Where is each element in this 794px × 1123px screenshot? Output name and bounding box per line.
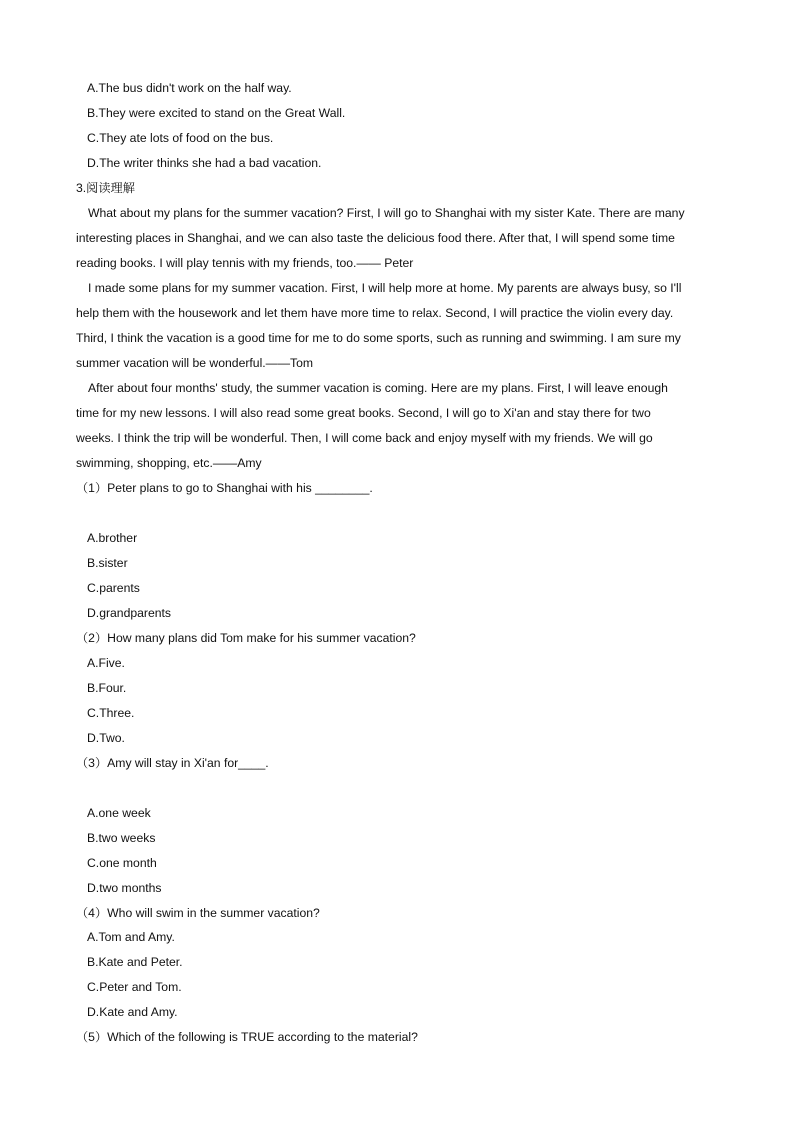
question-number: （2） xyxy=(76,631,108,645)
q2-option-d: D.Two. xyxy=(87,731,125,745)
question-4 xyxy=(76,905,320,921)
prev-option-a: A.The bus didn't work on the half way. xyxy=(87,81,292,95)
prev-option-b: B.They were excited to stand on the Great Wall. xyxy=(87,106,346,120)
answer-blank: ____ xyxy=(238,756,266,770)
q2-option-a: A.Five. xyxy=(87,656,125,670)
prev-option-d: D.The writer thinks she had a bad vacation. xyxy=(87,156,322,170)
question-2 xyxy=(76,630,416,646)
section-title: 3.阅读理解 xyxy=(76,181,135,195)
passage-peter-line-1: What about my plans for the summer vacation? First, I will go to Shanghai with my sister Kate. There are many xyxy=(88,206,685,220)
passage-tom-line-3: Third, I think the vacation is a good time for me to do some sports, such as running and swimming. I am sure my xyxy=(76,331,681,345)
question-stem: Who will swim in the summer vacation? xyxy=(107,906,320,920)
passage-amy-line-1: After about four months' study, the summer vacation is coming. Here are my plans. First, I will leave enough xyxy=(88,381,668,395)
q3-option-c: C.one month xyxy=(87,856,157,870)
passage-peter-line-3: reading books. I will play tennis with my friends, too.—— Peter xyxy=(76,256,414,270)
q1-option-b: B.sister xyxy=(87,556,128,570)
q2-option-c: C.Three. xyxy=(87,706,135,720)
q1-option-c: C.parents xyxy=(87,581,140,595)
question-number: （3） xyxy=(76,756,108,770)
q4-option-d: D.Kate and Amy. xyxy=(87,1005,178,1019)
question-tail: . xyxy=(369,481,373,495)
q4-option-b: B.Kate and Peter. xyxy=(87,955,183,969)
question-stem: Peter plans to go to Shanghai with his xyxy=(107,481,312,495)
question-stem: Which of the following is TRUE according to the material? xyxy=(107,1030,418,1044)
q2-option-b: B.Four. xyxy=(87,681,127,695)
q4-option-c: C.Peter and Tom. xyxy=(87,980,182,994)
question-number: （5） xyxy=(76,1030,108,1044)
passage-tom-line-4: summer vacation will be wonderful.——Tom xyxy=(76,356,314,370)
q4-option-a: A.Tom and Amy. xyxy=(87,930,175,944)
q1-option-a: A.brother xyxy=(87,531,138,545)
question-stem: Amy will stay in Xi'an for xyxy=(107,756,239,770)
passage-amy-line-2: time for my new lessons. I will also read some great books. Second, I will go to Xi'an and stay there for two xyxy=(76,406,651,420)
q3-option-b: B.two weeks xyxy=(87,831,156,845)
question-tail: . xyxy=(265,756,269,770)
question-3 xyxy=(76,755,269,771)
answer-blank: ________ xyxy=(315,481,370,495)
question-number: （4） xyxy=(76,906,108,920)
question-stem: How many plans did Tom make for his summer vacation? xyxy=(107,631,416,645)
passage-amy-line-3: weeks. I think the trip will be wonderful. Then, I will come back and enjoy myself with my friends. We will go xyxy=(76,431,653,445)
q3-option-d: D.two months xyxy=(87,881,162,895)
passage-tom-line-2: help them with the housework and let them have more time to relax. Second, I will practice the violin every day. xyxy=(76,306,674,320)
passage-amy-line-4: swimming, shopping, etc.——Amy xyxy=(76,456,262,470)
passage-tom-line-1: I made some plans for my summer vacation. First, I will help more at home. My parents are always busy, so I'll xyxy=(88,281,682,295)
question-5 xyxy=(76,1029,418,1045)
prev-option-c: C.They ate lots of food on the bus. xyxy=(87,131,274,145)
q3-option-a: A.one week xyxy=(87,806,151,820)
question-1 xyxy=(76,480,373,496)
passage-peter-line-2: interesting places in Shanghai, and we can also taste the delicious food there. After that, I will spend some time xyxy=(76,231,675,245)
question-number: （1） xyxy=(76,481,108,495)
q1-option-d: D.grandparents xyxy=(87,606,172,620)
